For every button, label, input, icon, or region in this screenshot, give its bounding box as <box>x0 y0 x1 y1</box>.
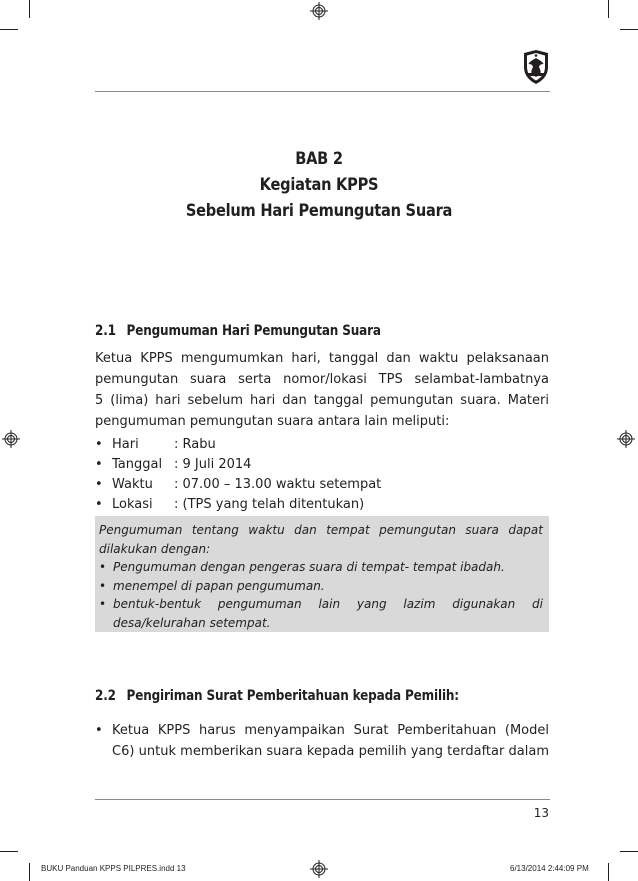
slug-filename: BUKU Panduan KPPS PILPRES.indd 13 <box>41 864 186 873</box>
chapter-number: BAB 2 <box>295 149 343 169</box>
chapter-title <box>45 146 594 224</box>
crop-mark <box>29 863 30 881</box>
crop-mark <box>0 851 18 852</box>
section-heading <box>95 688 459 704</box>
bullet-icon: • <box>95 457 103 472</box>
paragraph-line: 5 (lima) hari sebelum hari dan tanggal pemungutan suara. Materi <box>95 393 549 408</box>
registration-mark-icon <box>310 860 328 878</box>
paragraph-line: pengumuman pemungutan suara antara lain meliputi: <box>95 414 450 429</box>
list-item <box>95 475 381 495</box>
schedule-list <box>95 435 381 515</box>
footer-rule <box>95 799 550 800</box>
section-bullet <box>95 720 549 762</box>
section-number: 2.1 <box>95 323 116 339</box>
item-label: Waktu <box>112 477 153 492</box>
chapter-subtitle: Sebelum Hari Pemungutan Suara <box>185 201 453 221</box>
bullet-line: C6) untuk memberikan suara kepada pemilih yang terdaftar dalam <box>112 744 549 759</box>
bullet-icon: • <box>99 560 107 574</box>
crop-mark <box>620 29 638 30</box>
note-bullet-text: Pengumuman dengan pengeras suara di tempat- tempat ibadah. <box>113 560 505 574</box>
registration-mark-icon <box>617 430 635 448</box>
page-number: 13 <box>533 806 549 820</box>
item-value: : (TPS yang telah ditentukan) <box>174 497 365 512</box>
section-title: Pengumuman Hari Pemungutan Suara <box>126 323 381 339</box>
note-line: dilakukan dengan: <box>99 541 211 556</box>
bullet-line: Ketua KPPS harus menyampaikan Surat Pemberitahuan (Model <box>112 723 549 738</box>
note-bullet-text: desa/kelurahan setempat. <box>113 615 271 630</box>
list-item <box>95 455 381 475</box>
section-title: Pengiriman Surat Pemberitahuan kepada Pemilih: <box>126 688 459 704</box>
header-rule <box>95 91 550 92</box>
section-number: 2.2 <box>95 688 116 704</box>
section-heading <box>95 323 381 339</box>
item-label: Tanggal <box>112 457 163 472</box>
crop-mark <box>608 863 609 881</box>
item-value: : 9 Juli 2014 <box>174 457 252 472</box>
note-bullet-continuation <box>99 614 543 633</box>
item-label: Lokasi <box>112 497 153 512</box>
bullet-icon: • <box>95 723 103 738</box>
note-line: Pengumuman tentang waktu dan tempat pemungutan suara dapat <box>99 523 543 537</box>
kpu-emblem-icon <box>522 49 550 85</box>
crop-mark <box>608 0 609 18</box>
list-item <box>95 435 381 455</box>
note-box <box>95 516 549 632</box>
note-bullet-text: menempel di papan pengumuman. <box>113 578 325 593</box>
section-paragraph <box>95 348 549 432</box>
note-bullet-text: bentuk-bentuk pengumuman lain yang lazim digunakan di <box>113 597 543 611</box>
bullet-icon: • <box>95 437 103 452</box>
item-label: Hari <box>112 437 139 452</box>
slug-timestamp: 6/13/2014 2:44:09 PM <box>510 864 589 873</box>
bullet-icon: • <box>95 497 103 512</box>
bullet-icon: • <box>95 477 103 492</box>
paragraph-line: Ketua KPPS mengumumkan hari, tanggal dan waktu pelaksanaan <box>95 351 549 366</box>
paragraph-line: pemungutan suara serta nomor/lokasi TPS selambat-lambatnya <box>95 372 549 387</box>
bullet-icon: • <box>99 597 107 611</box>
registration-mark-icon <box>2 430 20 448</box>
note-bullet <box>99 577 543 596</box>
registration-mark-icon <box>310 2 328 20</box>
list-item <box>95 495 381 515</box>
crop-mark <box>620 851 638 852</box>
bullet-icon: • <box>99 578 107 593</box>
crop-mark <box>29 0 30 18</box>
item-value: : Rabu <box>174 437 216 452</box>
chapter-title-line: Kegiatan KPPS <box>259 175 379 195</box>
crop-mark <box>0 29 18 30</box>
item-value: : 07.00 – 13.00 waktu setempat <box>174 477 382 492</box>
note-bullet <box>99 595 543 614</box>
note-bullet <box>99 558 543 577</box>
